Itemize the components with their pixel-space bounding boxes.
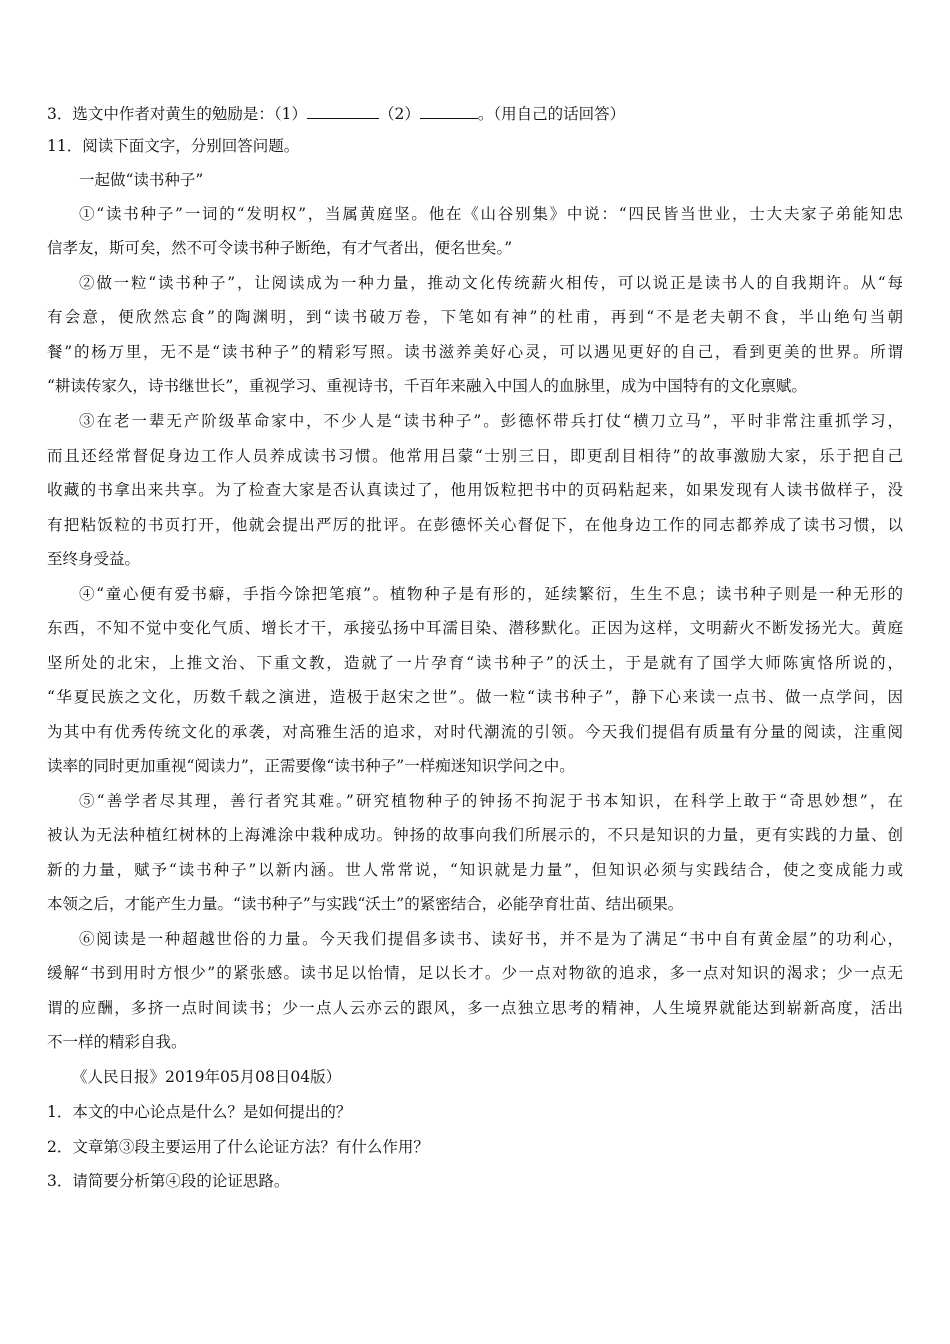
paragraph-2-line: ②做一粒“读书种子”，让阅读成为一种力量，推动文化传统薪火相传，可以说正是读书人的自我期许。从“每	[79, 274, 903, 292]
paragraph-3-line: 收藏的书拿出来共享。为了检查大家是否认真读过了，他用饭粒把书中的页码粘起来，如果发现有人读书做样子，没	[47, 481, 903, 499]
paragraph-4-line: ④“童心便有爱书癖，手指今馀把笔痕”。植物种子是有形的，延续繁衍，生生不息；读书种子则是一种无形的	[79, 585, 903, 603]
paragraph-5-line: ⑤“善学者尽其理，善行者究其难。”研究植物种子的钟扬不拘泥于书本知识，在科学上敢于“奇思妙想”，在	[79, 792, 903, 810]
paragraph-5-line: 被认为无法种植红树林的上海滩涂中栽种成功。钟扬的故事向我们所展示的，不只是知识的力量，更有实践的力量、创	[47, 826, 903, 844]
paragraph-3-line: 至终身受益。	[47, 550, 141, 568]
question-item: 2．文章第③段主要运用了什么论证方法？有什么作用？	[47, 1138, 429, 1156]
question-item: 3．请简要分析第④段的论证思路。	[47, 1172, 290, 1190]
paragraph-2-line: “耕读传家久，诗书继世长”，重视学习、重视诗书，千百年来融入中国人的血脉里，成为中国特有的文化禀赋。	[47, 377, 807, 395]
paragraph-1-line: 信孝友，斯可矣，然不可令读书种子断绝，有才气者出，便名世矣。”	[47, 239, 513, 257]
paragraph-5-line: 新的力量，赋予“读书种子”以新内涵。世人常常说，“知识就是力量”，但知识必须与实践结合，使之变成能力或	[47, 861, 903, 879]
paragraph-4-line: 为其中有优秀传统文化的承袭，对高雅生活的追求，对时代潮流的引领。今天我们提倡有质量有分量的阅读，注重阅	[47, 723, 903, 741]
paragraph-2-line: 餐”的杨万里，无不是“读书种子”的精彩写照。读书滋养美好心灵，可以遇见更好的自己，看到更美的世界。所谓	[47, 343, 903, 361]
paragraph-5-line: 本领之后，才能产生力量。“读书种子”与实践“沃土”的紧密结合，必能孕育壮苗、结出硕果。	[47, 895, 684, 913]
paragraph-1-line: ①“读书种子”一词的“发明权”，当属黄庭坚。他在《山谷别集》中说：“四民皆当世业，士大夫家子弟能知忠	[79, 205, 903, 223]
paragraph-4-line: 读率的同时更加重视“阅读力”，正需要像“读书种子”一样痴迷知识学问之中。	[47, 757, 575, 775]
paragraph-3-line: 而且还经常督促身边工作人员养成读书习惯。他常用吕蒙“士别三日，即更刮目相待”的故事激励大家，乐于把自己	[47, 447, 903, 465]
paragraph-4-line: “华夏民族之文化，历数千载之演进，造极于赵宋之世”。做一粒“读书种子”，静下心来读一点书、做一点学问，因	[47, 688, 903, 706]
article-title: 一起做“读书种子”	[79, 171, 204, 189]
answer-blank-2[interactable]	[420, 102, 478, 119]
prev-question-3-mid: （2）	[378, 105, 420, 123]
paragraph-6-line: 不一样的精彩自我。	[47, 1033, 187, 1051]
paragraph-2-line: 有会意，便欣然忘食”的陶渊明，到“读书破万卷，下笔如有神”的杜甫，再到“不是老夫朝不食，半山绝句当朝	[47, 308, 903, 326]
paragraph-6-line: ⑥阅读是一种超越世俗的力量。今天我们提倡多读书、读好书，并不是为了满足“书中自有黄金屋”的功利心，	[79, 930, 903, 948]
paragraph-6-line: 缓解“书到用时方恨少”的紧张感。读书足以怡情，足以长才。少一点对物欲的追求，多一点对知识的渴求；少一点无	[47, 964, 903, 982]
prev-question-3-prefix: 3．选文中作者对黄生的勉励是：（1）	[47, 105, 307, 123]
prev-question-3	[47, 102, 625, 124]
question-item: 1．本文的中心论点是什么？是如何提出的？	[47, 1103, 352, 1121]
paragraph-3-line: 有把粘饭粒的书页打开，他就会提出严厉的批评。在彭德怀关心督促下，在他身边工作的同志都养成了读书习惯，以	[47, 516, 903, 534]
paragraph-6-line: 谓的应酬，多挤一点时间读书；少一点人云亦云的跟风，多一点独立思考的精神，人生境界就能达到崭新高度，活出	[47, 999, 903, 1017]
paragraph-3-line: ③在老一辈无产阶级革命家中，不少人是“读书种子”。彭德怀带兵打仗“横刀立马”，平时非常注重抓学习，	[79, 412, 903, 430]
paragraph-4-line: 坚所处的北宋，上推文治、下重文教，造就了一片孕育“读书种子”的沃土，于是就有了国学大师陈寅恪所说的，	[47, 654, 903, 672]
answer-blank-1[interactable]	[307, 102, 379, 119]
question-11-header: 11．阅读下面文字，分别回答问题。	[47, 137, 300, 155]
paragraph-4-line: 东西，不知不觉中变化气质、增长才干，承接弘扬中耳濡目染、潜移默化。正因为这样，文明薪火不断发扬光大。黄庭	[47, 619, 903, 637]
prev-question-3-suffix: 。（用自己的话回答）	[477, 105, 626, 123]
source-citation: 《人民日报》2019年05月08日04版）	[72, 1068, 342, 1086]
